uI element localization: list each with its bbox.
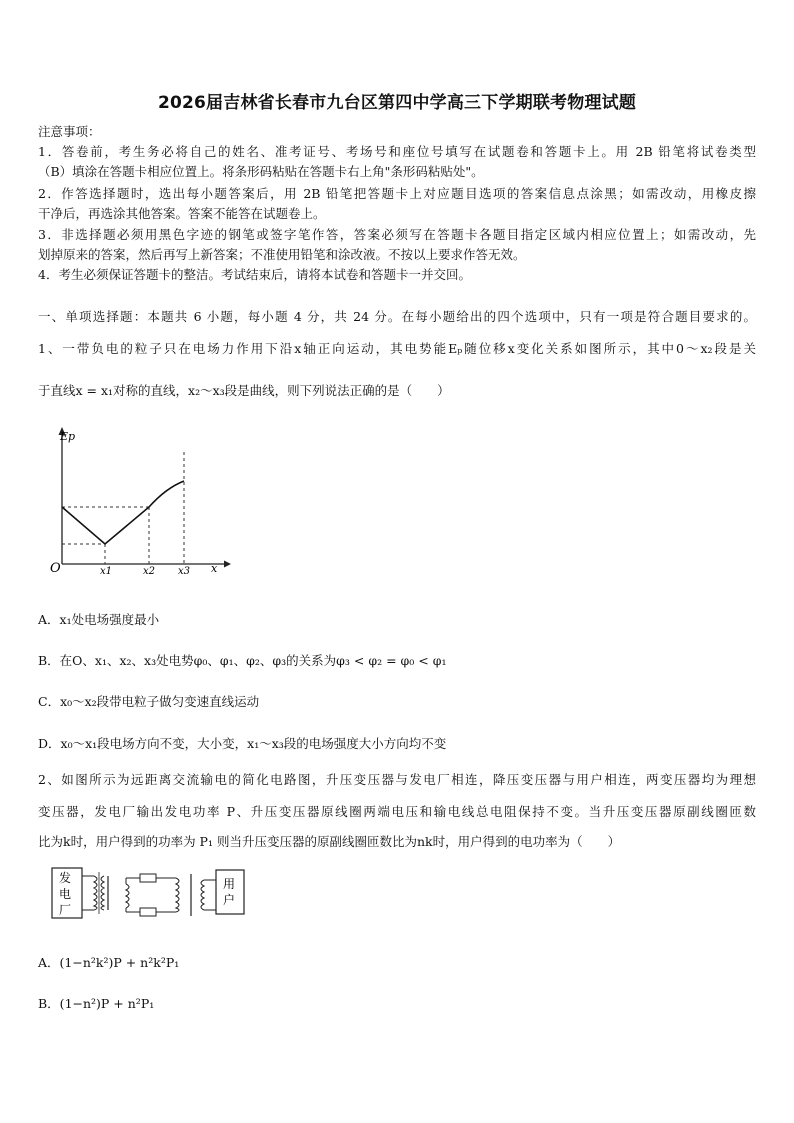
notice-line: 2．作答选择题时，选出每小题答案后，用 2B 铅笔把答题卡上对应题目选项的答案信息点涂黑；如需改动，用橡皮擦 — [38, 186, 756, 201]
question-1-text: 1、一带负电的粒子只在电场力作用下沿x轴正向运动，其电势能Eₚ随位移x变化关系如图所示，其中0～x₂段是关 — [38, 341, 756, 356]
notice-line: 4．考生必须保证答题卡的整洁。考试结束后，请将本试卷和答题卡一并交回。 — [38, 267, 471, 282]
question-2-option-b: B．(1−n²)P + n²P₁ — [38, 996, 155, 1011]
page-title: 2026届吉林省长春市九台区第四中学高三下学期联考物理试题 — [157, 93, 637, 113]
graph-tick-x1: x1 — [100, 566, 113, 577]
notice-heading: 注意事项： — [38, 124, 101, 139]
question-2-text: 比为k时，用户得到的功率为 P₁ 则当升压变压器的原副线圈匝数比为nk时，用户得到的电功率为（ ） — [38, 834, 621, 849]
question-2-option-a: A．(1−n²k²)P + n²k²P₁ — [38, 955, 180, 970]
notice-line: 干净后，再选涂其他答案。答案不能答在试题卷上。 — [38, 206, 326, 221]
question-1-text: 于直线x = x₁对称的直线，x₂～x₃段是曲线，则下列说法正确的是（ ） — [38, 383, 450, 398]
notice-line: 划掉原来的答案，然后再写上新答案；不准使用铅笔和涂改液。不按以上要求作答无效。 — [38, 247, 526, 262]
potential-energy-graph — [44, 422, 234, 582]
section-heading: 一、单项选择题：本题共 6 小题，每小题 4 分，共 24 分。在每小题给出的四个选项中，只有一项是符合题目要求的。 — [38, 309, 756, 324]
svg-text:发: 发 — [59, 871, 72, 885]
question-2-text: 变压器，发电厂输出发电功率 P、升压变压器原线圈两端电压和输电线总电阻保持不变。当升压变压器原副线圈匝数 — [38, 804, 756, 819]
question-1-option-c: C．x₀～x₂段带电粒子做匀变速直线运动 — [38, 694, 260, 709]
question-2-text: 2、如图所示为远距离交流输电的简化电路图，升压变压器与发电厂相连，降压变压器与用户相连，两变压器均为理想 — [38, 772, 756, 787]
notice-line: 3．非选择题必须用黑色字迹的钢笔或签字笔作答，答案必须写在答题卡各题目指定区域内相应位置上；如需改动，先 — [38, 227, 756, 242]
svg-text:用: 用 — [223, 877, 236, 891]
graph-x-axis-label: x — [211, 562, 218, 575]
transmission-circuit-diagram — [44, 862, 254, 928]
question-1-option-b: B．在O、x₁、x₂、x₃处电势φ₀、φ₁、φ₂、φ₃的关系为φ₃ < φ₂ = φ₀ < φ₁ — [38, 653, 447, 668]
graph-tick-x2: x2 — [143, 566, 156, 577]
graph-tick-x3: x3 — [178, 566, 191, 577]
notice-line: 1．答卷前，考生务必将自己的姓名、准考证号、考场号和座位号填写在试题卷和答题卡上。用 2B 铅笔将试卷类型 — [38, 144, 756, 159]
svg-text:户: 户 — [223, 893, 236, 907]
notice-line: （B）填涂在答题卡相应位置上。将条形码粘贴在答题卡右上角"条形码粘贴处"。 — [38, 164, 484, 179]
graph-y-label: Ep — [60, 430, 76, 443]
svg-text:厂: 厂 — [59, 903, 72, 917]
question-1-option-a: A．x₁处电场强度最小 — [38, 612, 160, 627]
svg-text:电: 电 — [59, 887, 72, 901]
graph-origin-label: O — [50, 561, 61, 576]
question-1-option-d: D．x₀～x₁段电场方向不变，大小变，x₁～x₃段的电场强度大小方向均不变 — [38, 736, 447, 751]
